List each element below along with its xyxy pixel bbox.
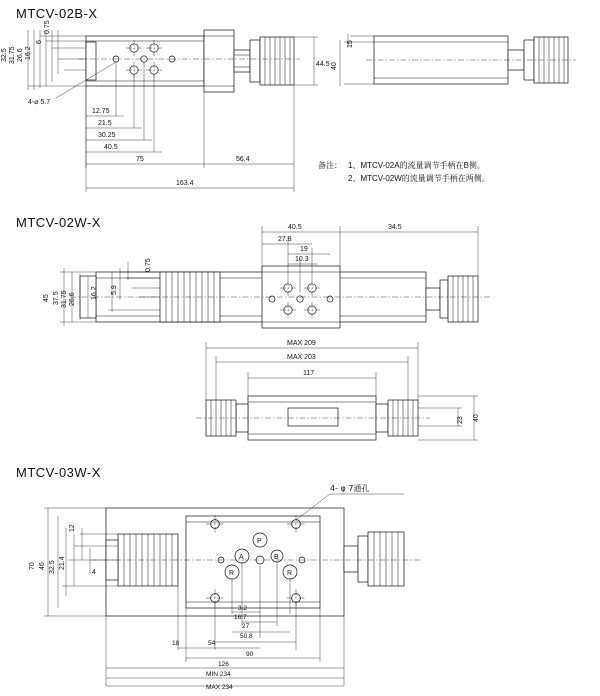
- dim-03w-21-4: 21.4: [59, 556, 66, 570]
- dim-03w-4: 4: [92, 569, 96, 576]
- dim-02w-16-2: 16.2: [91, 286, 98, 300]
- port-label-r2: R: [287, 570, 293, 577]
- dim-02w-45: 45: [43, 294, 50, 302]
- dim-02b-163-4: 163.4: [176, 180, 194, 187]
- dim-02w-117: 117: [303, 370, 315, 377]
- drawing-title-2: MTCV-02W-X: [16, 215, 101, 230]
- view-02b-top: [1, 20, 330, 192]
- port-label-b: B: [274, 554, 279, 561]
- dim-02b-26-6: 26.6: [17, 48, 24, 62]
- dim-02b-44-5: 44.5: [316, 61, 330, 68]
- dim-02w-5-9: 5.9: [111, 285, 118, 295]
- dim-03w-16-7: 16.7: [234, 614, 247, 621]
- dim-02w-0-75: 0.75: [145, 258, 152, 272]
- dim-02b-6: 6: [36, 40, 43, 44]
- dim-03w-27: 27: [242, 623, 250, 630]
- dim-03w-max234: MAX 234: [206, 684, 233, 691]
- dim-02w-40-5: 40.5: [288, 224, 302, 231]
- dim-03w-70: 70: [29, 562, 36, 570]
- drawing-title-1: MTCV-02B-X: [16, 6, 98, 21]
- dim-02b-12-75: 12.75: [92, 108, 110, 115]
- dim-02b-side-15: 15: [347, 40, 354, 48]
- dim-02b-40-5: 40.5: [104, 144, 118, 151]
- dim-02w-23: 23: [457, 416, 464, 424]
- dim-02b-75: 75: [136, 156, 144, 163]
- dim-03w-18: 18: [172, 640, 180, 647]
- dim-03w-3-2: 3.2: [238, 605, 248, 612]
- dim-02w-37-5: 37.5: [53, 291, 60, 305]
- dim-02w-10-3: 10.3: [295, 256, 309, 263]
- dim-02b-0-75: 0.75: [44, 20, 51, 34]
- view-03w: [29, 483, 420, 691]
- dim-03w-50-8: 50.8: [240, 633, 253, 640]
- port-label-r1: R: [229, 570, 235, 577]
- view-02w-front: [196, 340, 480, 440]
- note-line-1: 1、MTCV-02A的流量调节手柄在B侧。: [348, 161, 485, 170]
- dim-02b-21-5: 21.5: [98, 120, 112, 127]
- callout-03w-holes: 4- φ 7通孔: [330, 484, 370, 493]
- dim-02w-max203: MAX 203: [287, 354, 316, 361]
- dim-03w-90: 90: [246, 651, 254, 658]
- dim-03w-126: 126: [218, 661, 229, 668]
- note-line-2: 2、MTCV-02W的流量调节手柄在两侧。: [348, 174, 490, 183]
- dim-03w-46: 46: [39, 562, 46, 570]
- dim-02w-31-75: 31.75: [61, 290, 68, 308]
- drawing-title-3: MTCV-03W-X: [16, 465, 101, 480]
- dim-02b-16-2: 16.2: [25, 46, 32, 60]
- port-label-p: P: [257, 538, 262, 545]
- dim-03w-min234: MIN 234: [206, 671, 231, 678]
- view-02b-side: [331, 34, 576, 86]
- dim-02w-26-6: 26.6: [69, 292, 76, 306]
- dim-02w-19: 19: [300, 246, 308, 253]
- dim-02w-max209: MAX 209: [287, 340, 316, 347]
- dim-02b-30-25: 30.25: [98, 132, 116, 139]
- dim-03w-32-5: 32.5: [49, 560, 56, 574]
- dim-02w-34-5: 34.5: [388, 224, 402, 231]
- view-02w-top: [43, 224, 490, 328]
- dim-02b-side-40: 40: [331, 62, 338, 70]
- port-label-a: A: [239, 554, 244, 561]
- dim-02w-40: 40: [473, 414, 480, 422]
- note-label: 备注：: [318, 161, 342, 170]
- dim-03w-12: 12: [69, 524, 76, 532]
- dim-02b-31-75: 31.75: [9, 46, 16, 64]
- dim-02b-56-4: 56.4: [236, 156, 250, 163]
- dim-03w-54: 54: [208, 640, 216, 647]
- dim-02b-32-5: 32.5: [1, 48, 8, 62]
- dim-02w-27-8: 27.8: [278, 236, 292, 243]
- callout-02b-holes: 4-⌀ 5.7: [28, 99, 51, 106]
